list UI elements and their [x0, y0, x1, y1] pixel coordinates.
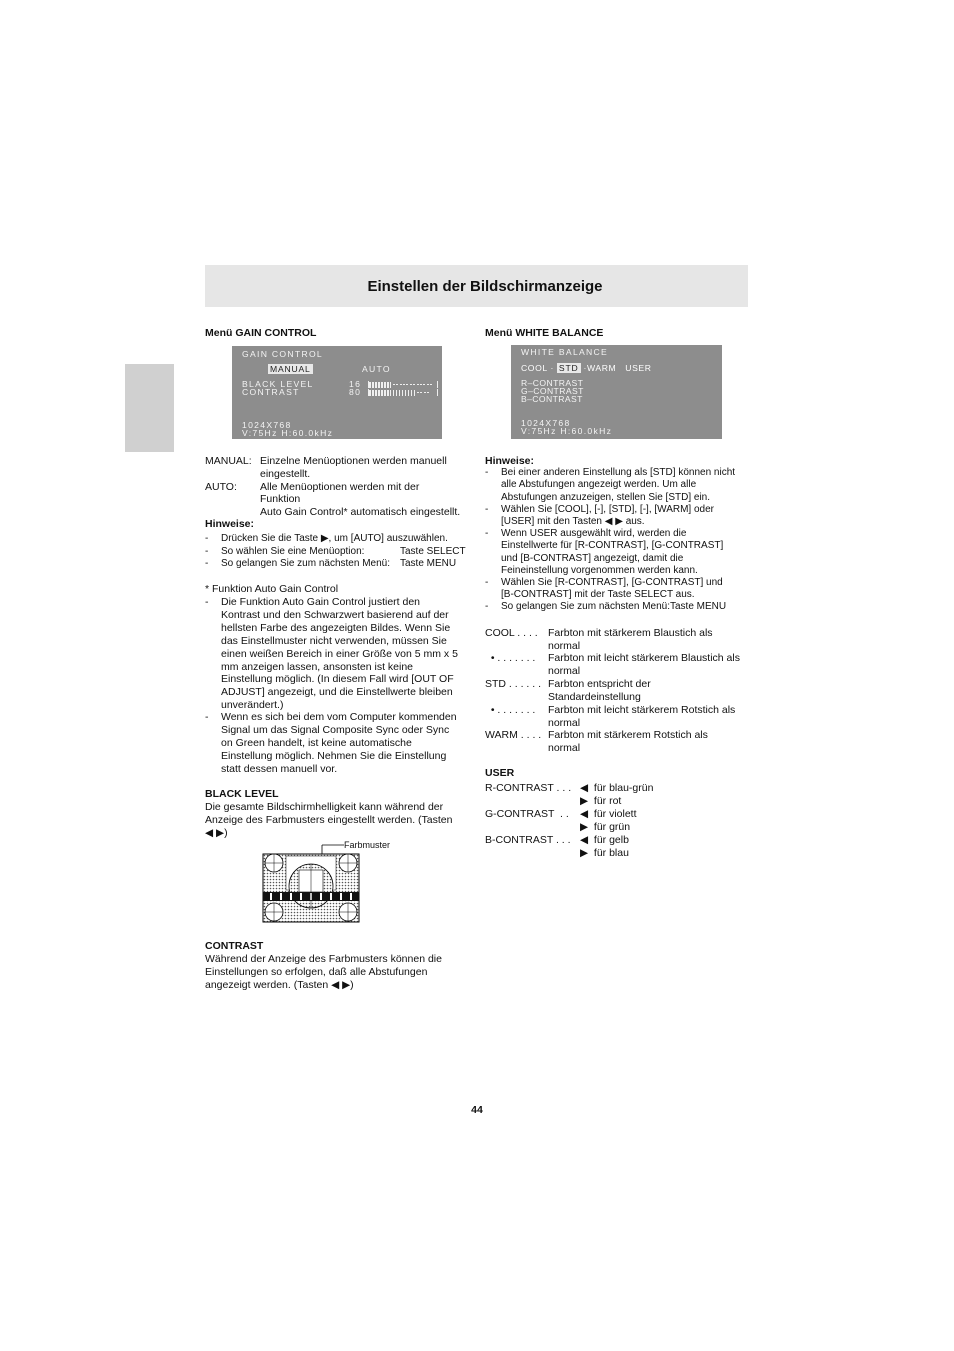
manual-desc-2: eingestellt. — [260, 468, 311, 480]
bar-segment-filled — [384, 390, 386, 396]
star-head: * Funktion Auto Gain Control — [205, 583, 339, 595]
wb-osd-cool: COOL — [521, 363, 548, 373]
black-level-bar — [368, 381, 438, 388]
gain-osd — [232, 346, 442, 439]
contrast-text: Während der Anzeige des Farbmusters können die Einstellungen so erfolgen, daß alle Abstufungen angezeigt werden. (Tasten ◀ ▶) — [205, 953, 442, 991]
auto-desc-3: Auto Gain Control* automatisch eingestellt. — [260, 506, 461, 518]
bar-segment-filled — [378, 382, 380, 388]
wb-osd-title: WHITE BALANCE — [521, 347, 609, 357]
bar-segment-empty — [393, 384, 395, 385]
wb-osd-user: USER — [625, 363, 652, 373]
bar-segment-empty — [396, 384, 398, 385]
wb-note-5: So gelangen Sie zum nächsten Menü:Taste MENU — [501, 601, 727, 612]
star-para-1: Die Funktion Auto Gain Control justiert den Kontrast und den Schwarzwert basierend auf der hellsten Farbe des angezeigten Bildes. Wenn Sie das Einstellmuster nicht verwenden, müssen Sie einen weißen Bereich in einer Größe von 5 mm x 5 mm anzeigen lassen, ansonsten ist keine Einstellung möglich. (In diesem Fall wird [OUT OF ADJUST] angezeigt, und die Einstellwerte bleiben unverändert.) — [221, 596, 458, 712]
black-level-text: Die gesamte Bildschirmhelligkeit kann während der Anzeige des Farbmusters eingestellt werden. (Tasten ◀ ▶) — [205, 801, 453, 839]
user-key-r: R-CONTRAST . . . — [485, 782, 572, 794]
bar-segment-filled — [414, 390, 416, 396]
gain-osd-contrast-val: 80 — [349, 387, 362, 397]
wb-osd-g: G–CONTRAST — [521, 386, 584, 396]
user-key-g: G-CONTRAST . . — [485, 808, 569, 820]
gain-osd-manual: MANUAL — [270, 364, 311, 374]
bar-segment-empty — [410, 384, 412, 385]
user-g-a: ◀ für violett — [580, 808, 637, 820]
wb-note-1: Bei einer anderen Einstellung als [STD] können nicht alle Abstufungen angezeigt werden. Um alle Abstufungen anzuzeigen, stellen Sie [STD] ein. — [501, 467, 736, 503]
mode-val-warm-mid: Farbton mit leicht stärkerem Rotstich als normal — [548, 704, 736, 729]
mode-val-cool-mid: Farbton mit leicht stärkerem Blaustich als normal — [548, 652, 740, 677]
bar-segment-filled — [390, 390, 392, 396]
wb-note-3: Wenn USER ausgewählt wird, werden die Einstellwerte für [R-CONTRAST], [G-CONTRAST] und [B-CONTRAST] angezeigt, damit die Feineinstellung vorgenommen werden kann. — [501, 528, 724, 576]
gain-osd-freq: V:75Hz H:60.0kHz — [242, 428, 334, 438]
bar-segment-empty — [406, 384, 408, 385]
gain-note-3a: So gelangen Sie zum nächsten Menü: — [221, 558, 390, 569]
user-r-b: ▶ für rot — [580, 795, 622, 807]
bar-segment-filled — [393, 390, 395, 396]
wb-heading: Menü WHITE BALANCE — [485, 327, 604, 339]
gain-note-2b: Taste SELECT — [400, 546, 466, 557]
user-b-b: ▶ für blau — [580, 847, 629, 859]
bar-segment-filled — [405, 390, 407, 396]
manual-desc-1: Einzelne Menüoptionen werden manuell — [260, 455, 447, 467]
wb-osd-std: STD — [558, 363, 579, 373]
user-g-b: ▶ für grün — [580, 821, 631, 833]
bar-segment-filled — [387, 382, 389, 388]
color-pattern-image — [260, 842, 362, 926]
wb-note-2: Wählen Sie [COOL], [-], [STD], [-], [WARM] oder [USER] mit den Tasten ◀ ▶ aus. — [501, 504, 715, 528]
bar-segment-empty — [417, 384, 419, 385]
mode-val-warm: Farbton mit stärkerem Rotstich als normal — [548, 729, 708, 754]
bar-segment-filled — [396, 390, 398, 396]
bar-segment-filled — [408, 390, 410, 396]
mode-val-cool: Farbton mit stärkerem Blaustich als normal — [548, 627, 713, 652]
gain-osd-contrast: CONTRAST — [242, 387, 300, 397]
wb-osd-modes: COOL · STD ·WARM USER — [521, 363, 652, 373]
bar-segment-filled — [411, 390, 413, 396]
bar-segment-filled — [378, 390, 380, 396]
gain-osd-auto: AUTO — [362, 364, 391, 374]
bar-segment-empty — [427, 392, 429, 393]
bar-segment-empty — [430, 384, 432, 385]
page-number: 44 — [471, 1104, 483, 1116]
bar-segment-empty — [424, 392, 426, 393]
wb-osd — [511, 345, 722, 439]
bar-segment-filled — [390, 382, 392, 388]
user-head: USER — [485, 767, 515, 779]
bar-segment-filled — [402, 390, 404, 396]
wb-osd-freq: V:75Hz H:60.0kHz — [521, 426, 613, 436]
gain-note-1: Drücken Sie die Taste ▶, um [AUTO] auszuwählen. — [221, 533, 448, 544]
contrast-bar — [368, 389, 438, 396]
bar-segment-filled — [369, 382, 371, 388]
manual-label: MANUAL: — [205, 455, 252, 467]
side-tab-marker — [125, 364, 174, 452]
bar-segment-empty — [427, 384, 429, 385]
bar-segment-filled — [372, 390, 374, 396]
star-para-2: Wenn es sich bei dem vom Computer kommenden Signal um das Signal Composite Sync oder Sync on Green handelt, ist keine automatische Einstellung möglich. Nehmen Sie die Einstellung statt dessen manuell vor. — [221, 711, 457, 775]
wb-osd-b: B–CONTRAST — [521, 394, 583, 404]
bar-segment-empty — [400, 384, 402, 385]
mode-val-std: Farbton entspricht der Standardeinstellung — [548, 678, 651, 703]
wb-osd-r: R–CONTRAST — [521, 378, 584, 388]
bar-segment-empty — [413, 384, 415, 385]
mode-key-cool: COOL . . . . — [485, 627, 538, 639]
gain-osd-res: 1024X768 — [242, 420, 292, 430]
bar-segment-filled — [381, 390, 383, 396]
contrast-head: CONTRAST — [205, 940, 264, 952]
gain-note-3b: Taste MENU — [400, 558, 457, 569]
bar-segment-filled — [375, 382, 377, 388]
wb-osd-res: 1024X768 — [521, 418, 571, 428]
auto-desc-2: Funktion — [260, 493, 301, 505]
bar-segment-filled — [384, 382, 386, 388]
mode-key-cool-mid: • . . . . . . . — [485, 652, 536, 664]
user-b-a: ◀ für gelb — [580, 834, 629, 846]
auto-label: AUTO: — [205, 481, 237, 493]
black-level-head: BLACK LEVEL — [205, 788, 279, 800]
bar-segment-filled — [372, 382, 374, 388]
bar-segment-empty — [403, 384, 405, 385]
gain-heading: Menü GAIN CONTROL — [205, 327, 317, 339]
gain-osd-black: BLACK LEVEL — [242, 379, 314, 389]
gain-osd-black-val: 16 — [349, 379, 362, 389]
auto-desc-1: Alle Menüoptionen werden mit der — [260, 481, 420, 493]
gain-note-2a: So wählen Sie eine Menüoption: — [221, 546, 365, 557]
wb-notes-head: Hinweise: — [485, 455, 535, 467]
wb-note-4: Wählen Sie [R-CONTRAST], [G-CONTRAST] und [B-CONTRAST] mit der Taste SELECT aus. — [501, 577, 723, 601]
mode-key-std: STD . . . . . . — [485, 678, 542, 690]
bar-segment-filled — [399, 390, 401, 396]
bar-segment-filled — [387, 390, 389, 396]
bar-segment-empty — [423, 384, 425, 385]
page-title: Einstellen der Bildschirmanzeige — [367, 278, 603, 295]
pattern-label: Farbmuster — [344, 840, 391, 850]
wb-osd-warm: WARM — [586, 363, 617, 373]
gain-notes-head: Hinweise: — [205, 518, 255, 530]
mode-key-warm-mid: • . . . . . . . — [485, 704, 536, 716]
bar-segment-filled — [369, 390, 371, 396]
user-r-a: ◀ für blau-grün — [580, 782, 654, 794]
bar-segment-empty — [420, 384, 422, 385]
gain-osd-title: GAIN CONTROL — [242, 349, 324, 359]
bar-segment-filled — [381, 382, 383, 388]
user-key-b: B-CONTRAST . . . — [485, 834, 571, 846]
mode-key-warm: WARM . . . . — [485, 729, 542, 741]
bar-segment-empty — [417, 392, 419, 393]
bar-segment-filled — [375, 390, 377, 396]
bar-segment-empty — [420, 392, 422, 393]
